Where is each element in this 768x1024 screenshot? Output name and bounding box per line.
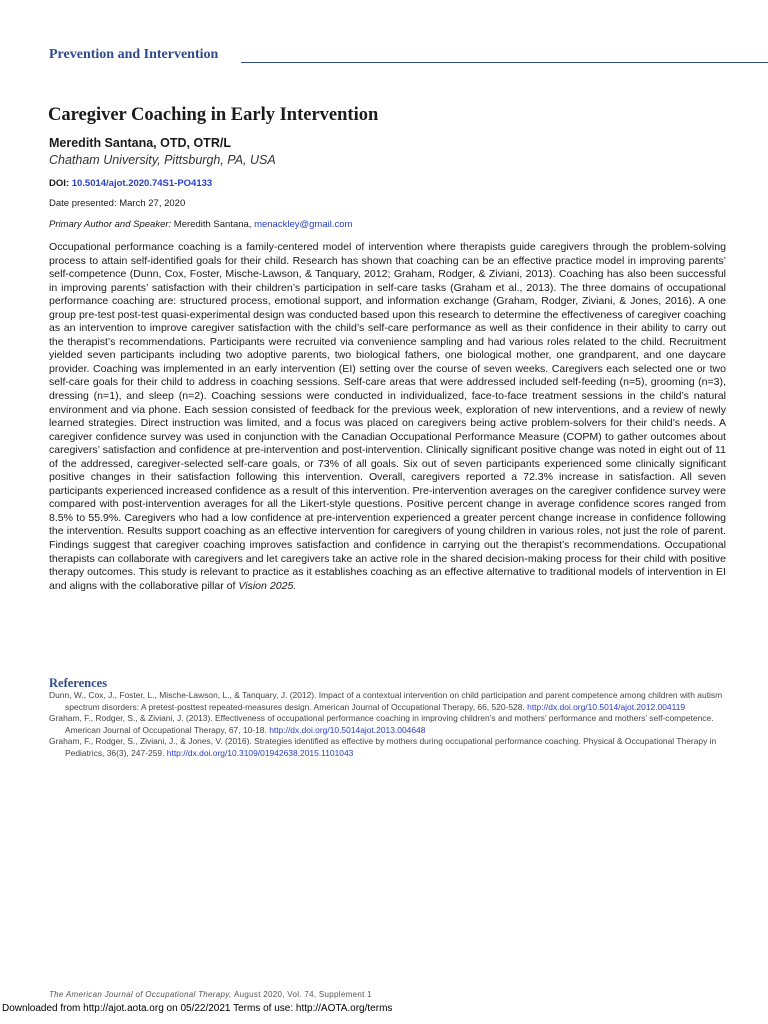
references-list (49, 690, 726, 760)
reference-text: Graham, F., Rodger, S., & Ziviani, J. (2013). Effectiveness of occupational performance coaching in improving children’s and mothers’ performance and mothers’ self-competence. American Journal of Occupational Therapy, 67, 10-18. (49, 713, 714, 735)
reference-link[interactable]: http://dx.doi.org/10.5014/ajot.2012.004119 (527, 701, 686, 712)
abstract-text: Occupational performance coaching is a family-centered model of intervention where therapists guide caregivers through the problem-solving process to attain self-identified goals for their child. Research has shown that coaching can be an effective practice model in improving parents’ self-competence (Dunn, Cox, Foster, Mische-Lawson, & Tanquary, 2012; Graham, Rodger, & Ziviani, 2013). Coaching has also been successful in improving parents’ satisfaction with their children’s participation in self-care tasks (Graham et al., 2013). The three domains of occupational performance coaching are: structured process, emotional support, and information exchange (Graham, Rodger, Ziviani, & Jones, 2016). A one group pre-test post-test quasi-experimental design was conducted based upon this research to determine the effectiveness of caregiver coaching as an intervention to improve caregiver satisfaction with the child’s self-care performance as well as their confidence in their ability to carry out the therapist’s recommendations. Participants were recruited via convenience sampling and had various roles related to the child. Recruitment yielded seven participants including two adoptive parents, two biological fathers, one biological mother, one grandparent, and one daycare provider. Coaching was implemented in an early intervention (EI) setting over the course of seven weeks. Caregivers each selected one or two self-care goals for their child to address in coaching sessions. Self-care areas that were addressed included self-feeding (n=5), grooming (n=3), dressing (n=1), and sleep (n=2). Coaching sessions were conducted in individualized, face-to-face treatment sessions in the child’s natural environment and via phone. Each session consisted of feedback for the previous week, exploration of new interventions, and a review of newly learned strategies. Direct instruction was limited, and a focus was placed on caregivers being active problem-solvers for their child’s needs. A caregiver confidence survey was used in conjunction with the Canadian Occupational Performance Measure (COPM) to gather outcomes about caregivers’ satisfaction and confidence at pre-intervention and post-intervention. Clinically significant positive change was noted in eight out of 11 of the addressed, caregiver-selected self-care goals, or 73% of all goals. Six out of seven participants experienced some clinically significant positive changes in their satisfaction following this intervention. Overall, caregivers reported a 72.3% increase in satisfaction. All seven participants experienced increased confidence as a result of this intervention. Pre-intervention averages on the caregiver confidence survey were compared with post-intervention averages for all the Likert-style questions. Positive percent change in average confidence scores ranged from 8.5% to 55.9%. Caregivers who had a low confidence at pre-intervention experienced a greater percent change increase in confidence following the intervention. Results support coaching as an effective intervention for caregivers of young children in various roles, not just the role of parent. Findings suggest that caregiver coaching improves satisfaction and confidence in carrying out the therapist’s recommendations. Occupational therapists can collaborate with caregivers and let caregivers take an active role in the shared decision-making process for their child with positive therapy outcomes. This study is relevant to practice as it establishes coaching as an effective alternative to traditional models of intervention in EI and aligns with the collaborative pillar of (49, 241, 726, 592)
abstract-italic-ending: Vision 2025. (238, 579, 297, 592)
download-notice: Downloaded from http://ajot.aota.org on 05/22/2021 Terms of use: http://AOTA.org/terms (2, 1003, 393, 1014)
doi-line (49, 178, 212, 189)
section-label: Prevention and Intervention (49, 47, 219, 62)
reference-item (49, 690, 726, 713)
author-name: Meredith Santana, OTD, OTR/L (49, 136, 231, 150)
journal-footer (49, 990, 372, 999)
reference-link[interactable]: http://dx.doi.org/10.5014ajot.2013.004648 (269, 724, 426, 735)
date-presented: Date presented: March 27, 2020 (49, 198, 186, 209)
reference-text: Dunn, W., Cox, J., Foster, L., Mische-Lawson, L., & Tanquary, J. (2012). Impact of a contextual intervention on child participation and parent competence among children with autism spectrum disorders: A pretest-posttest repeated-measures design. American Journal of Occupational Therapy, 66, 520-528. (49, 690, 723, 712)
abstract-body (49, 241, 726, 593)
journal-issue: August 2020, Vol. 74, Supplement 1 (234, 990, 372, 999)
reference-item (49, 713, 726, 736)
doi-link[interactable]: 10.5014/ajot.2020.74S1-PO4133 (71, 178, 213, 189)
reference-text: Graham, F., Rodger, S., Ziviani, J., & Jones, V. (2016). Strategies identified as effective by mothers during occupational performance coaching. Physical & Occupational Therapy in Pediatrics, 36(3), 247-259. (49, 736, 717, 758)
speaker-name: Meredith Santana, (173, 219, 252, 230)
article-title: Caregiver Coaching in Early Intervention (48, 105, 379, 125)
references-heading: References (49, 676, 108, 690)
speaker-line (49, 219, 352, 230)
author-affiliation: Chatham University, Pittsburgh, PA, USA (49, 153, 276, 167)
doi-label: DOI: (49, 178, 70, 189)
reference-item (49, 736, 726, 759)
speaker-label: Primary Author and Speaker: (49, 219, 172, 230)
reference-link[interactable]: http://dx.doi.org/10.3109/01942638.2015.1101043 (166, 747, 354, 758)
section-header (49, 47, 768, 67)
journal-name: The American Journal of Occupational Therapy, (49, 990, 232, 999)
speaker-email-link[interactable]: menackley@gmail.com (254, 219, 353, 230)
section-divider (241, 62, 768, 63)
